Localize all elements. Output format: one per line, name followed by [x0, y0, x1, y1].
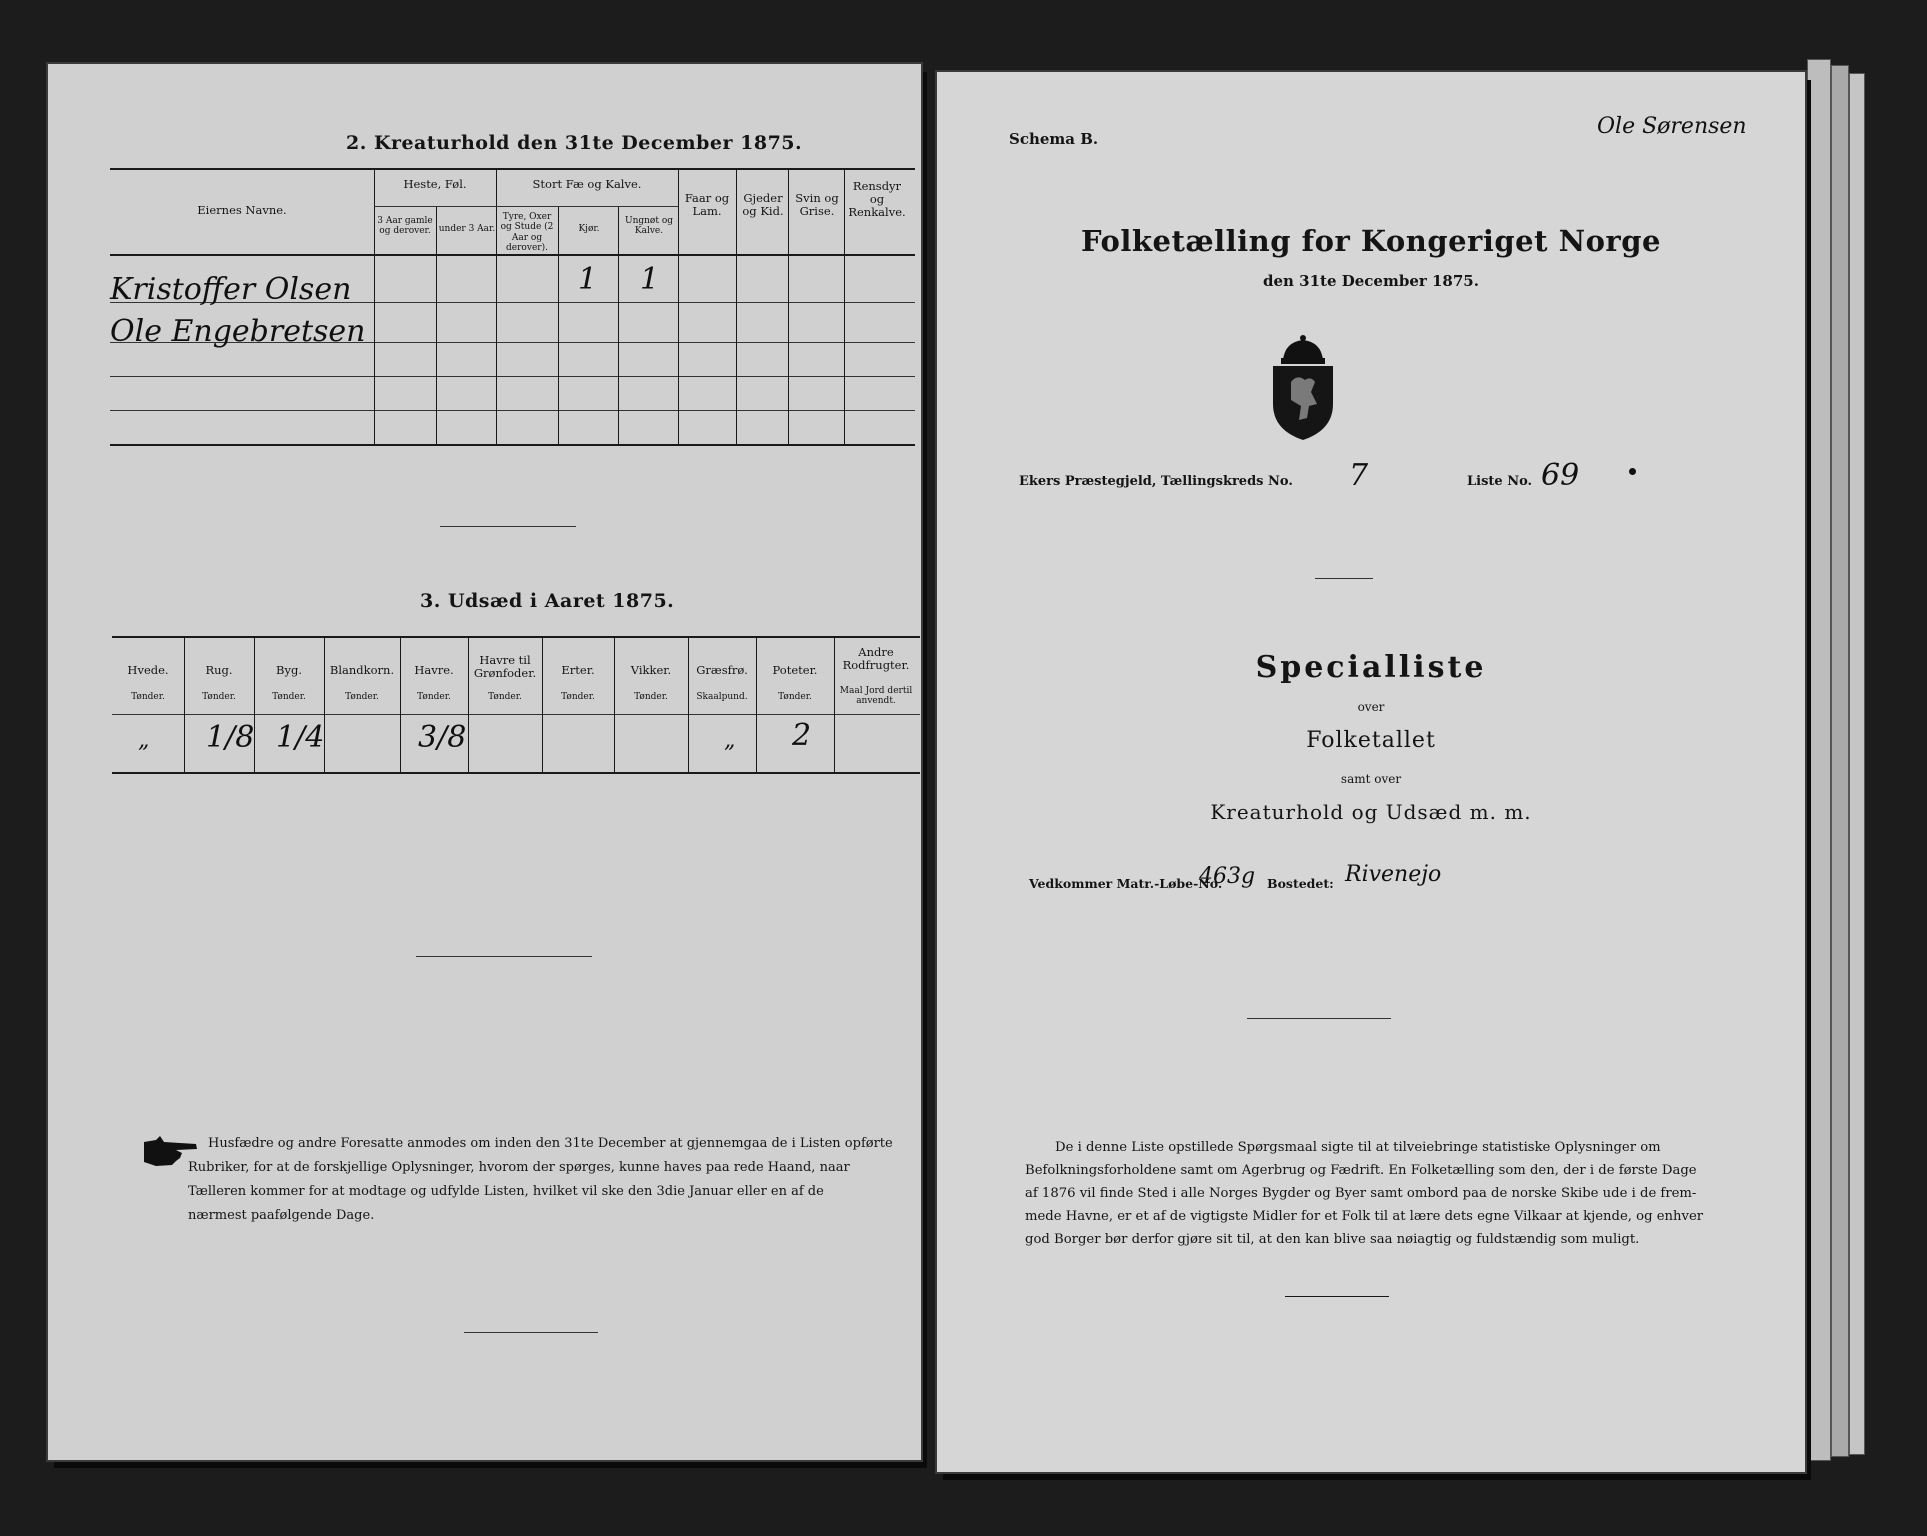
table-col-rule	[496, 168, 497, 444]
table-col-rule	[400, 636, 401, 772]
owner-name: Kristoffer Olsen	[110, 272, 352, 307]
table-col-rule	[184, 636, 185, 772]
paragraph-line: mede Havne, er et af de vigtigste Midler for et Folk til at lære dets egne Vilkaar at kjende, og enhver	[1025, 1209, 1704, 1224]
paragraph-line: De i denne Liste opstillede Spørgsmaal sigte til at tilveiebringe statistiske Oplysninger om	[1055, 1140, 1661, 1155]
divider	[464, 1332, 598, 1333]
over-text: over	[1357, 700, 1385, 714]
prestegjeld-label: Ekers Præstegjeld, Tællingskreds No.	[1019, 474, 1293, 489]
crop-header: Hvede.	[127, 663, 169, 677]
table-col-rule	[374, 168, 375, 444]
ink-dot	[1629, 468, 1636, 475]
kreaturhold-text: Kreaturhold og Udsæd m. m.	[1210, 800, 1532, 824]
crop-value: „	[138, 728, 150, 753]
unit-label: Skaalpund.	[696, 692, 748, 702]
notice-line: Tælleren kommer for at modtage og udfylde Listen, hvilket vil ske den 3die Januar eller en af de	[188, 1184, 824, 1199]
crop-header: Blandkorn.	[329, 663, 395, 677]
unit-label: Tønder.	[202, 692, 236, 702]
page-subtitle: den 31te December 1875.	[1263, 272, 1479, 290]
divider	[440, 526, 576, 527]
table-col-rule	[678, 168, 679, 444]
crop-header: Poteter.	[772, 663, 818, 677]
table-col-rule	[614, 636, 615, 772]
table-col-rule	[468, 636, 469, 772]
table-col-rule	[436, 206, 437, 444]
crop-value: 1/4	[276, 720, 325, 755]
unit-label: Tønder.	[561, 692, 595, 702]
samt-over-text: samt over	[1340, 772, 1402, 786]
liste-label: Liste No.	[1467, 474, 1533, 489]
liste-no: 69	[1541, 458, 1580, 493]
left-page	[48, 64, 921, 1460]
section3-title: 3. Udsæd i Aaret 1875.	[420, 590, 675, 612]
intro-paragraph	[1025, 1136, 1765, 1251]
matr-label: Vedkommer Matr.-Løbe-No.	[1029, 876, 1223, 891]
paragraph-line: af 1876 vil finde Sted i alle Norges Bygder og Byer samt ombord paa de norske Skibe ude i de frem-	[1025, 1186, 1697, 1201]
table-col-rule	[618, 206, 619, 444]
unit-label: Maal Jord dertil anvendt.	[839, 686, 913, 707]
table-rule	[112, 772, 920, 774]
table-subrule	[374, 206, 678, 207]
unit-label: Tønder.	[778, 692, 812, 702]
divider	[1247, 1018, 1391, 1019]
owner-header: Eiernes Navne.	[197, 203, 287, 217]
table-col-rule	[558, 206, 559, 444]
bostedet-value: Rivenejo	[1345, 862, 1442, 887]
stort-col-header: Ungnøt og Kalve.	[624, 216, 673, 237]
page-edge-strip	[1832, 66, 1848, 1456]
other-col-header: Gjeder og Kid.	[742, 191, 784, 219]
matr-no: 463g	[1199, 864, 1256, 889]
page-title: Folketælling for Kongeriget Norge	[1081, 224, 1661, 258]
paragraph-line: Befolkningsforholdene samt om Agerbrug og Fædrift. En Folketælling som den, der i de første Dage	[1025, 1163, 1697, 1178]
table-col-rule	[542, 636, 543, 772]
crop-header: Erter.	[561, 663, 595, 677]
crop-value: 3/8	[418, 720, 467, 755]
crop-header: Havre.	[414, 663, 454, 677]
notice-line: nærmest paafølgende Dage.	[188, 1208, 375, 1223]
crop-value: „	[724, 728, 736, 753]
crop-value: 1/8	[206, 720, 255, 755]
schema-label: Schema B.	[1009, 130, 1099, 148]
divider	[1315, 578, 1373, 579]
crop-header: Andre Rodfrugter.	[842, 645, 910, 673]
stort-group-header: Stort Fæ og Kalve.	[532, 177, 642, 191]
divider	[416, 956, 592, 957]
table-rule	[110, 254, 915, 256]
table-col-rule	[788, 168, 789, 444]
crop-header: Vikker.	[630, 663, 672, 677]
crop-header: Byg.	[276, 663, 302, 677]
page-edge-strip	[1850, 74, 1864, 1454]
bostedet-label: Bostedet:	[1267, 876, 1334, 891]
heste-group-header: Heste, Føl.	[403, 177, 467, 191]
section2-title: 2. Kreaturhold den 31te December 1875.	[346, 132, 803, 154]
crop-header: Havre til Grønfoder.	[473, 653, 537, 681]
table-rule	[110, 376, 915, 377]
right-page	[937, 72, 1805, 1472]
other-col-header: Rensdyr og Renkalve.	[848, 179, 906, 220]
unit-label: Tønder.	[417, 692, 451, 702]
stort-col-header: Tyre, Oxer og Stude (2 Aar og derover).	[500, 212, 554, 254]
notice-line: Rubriker, for at de forskjellige Oplysninger, hvorom der spørges, kunne haves paa rede Haand, naar	[188, 1160, 850, 1175]
kreds-no: 7	[1349, 458, 1369, 493]
other-col-header: Faar og Lam.	[684, 191, 730, 219]
page-edge-strip	[1808, 60, 1830, 1460]
table-rule	[110, 168, 915, 170]
unit-label: Tønder.	[131, 692, 165, 702]
coat-of-arms-icon	[1263, 334, 1343, 444]
table-col-rule	[756, 636, 757, 772]
crop-value: 2	[792, 718, 812, 753]
table-rule	[112, 714, 920, 715]
crop-header: Græsfrø.	[696, 663, 748, 677]
owner-name: Ole Engebretsen	[110, 314, 366, 349]
crop-header: Rug.	[205, 663, 233, 677]
special-title: Specialliste	[1255, 650, 1487, 685]
table-col-rule	[736, 168, 737, 444]
unit-label: Tønder.	[345, 692, 379, 702]
unit-label: Tønder.	[272, 692, 306, 702]
unit-label: Tønder.	[634, 692, 668, 702]
table-rule	[112, 636, 920, 638]
unit-label: Tønder.	[488, 692, 522, 702]
folketallet-text: Folketallet	[1306, 728, 1436, 753]
heste-col-header: 3 Aar gamle og derover.	[377, 216, 433, 237]
table-col-rule	[834, 636, 835, 772]
other-col-header: Svin og Grise.	[795, 191, 839, 219]
table-rule	[110, 444, 915, 446]
notice-text	[188, 1132, 908, 1228]
table-rule	[110, 410, 915, 411]
table-col-rule	[844, 168, 845, 444]
kjor-value: 1	[578, 262, 598, 297]
heste-col-header: under 3 Aar.	[438, 224, 496, 234]
divider	[1285, 1296, 1389, 1297]
table-col-rule	[688, 636, 689, 772]
corner-name: Ole Sørensen	[1597, 114, 1747, 139]
paragraph-line: god Borger bør derfor gjøre sit til, at den kan blive saa nøiagtig og fuldstændig som muligt.	[1025, 1232, 1640, 1247]
stort-col-header: Kjør.	[578, 224, 600, 234]
notice-line: Husfædre og andre Foresatte anmodes om inden den 31te December at gjennemgaa de i Listen opførte	[208, 1136, 893, 1151]
ungnot-value: 1	[640, 262, 660, 297]
